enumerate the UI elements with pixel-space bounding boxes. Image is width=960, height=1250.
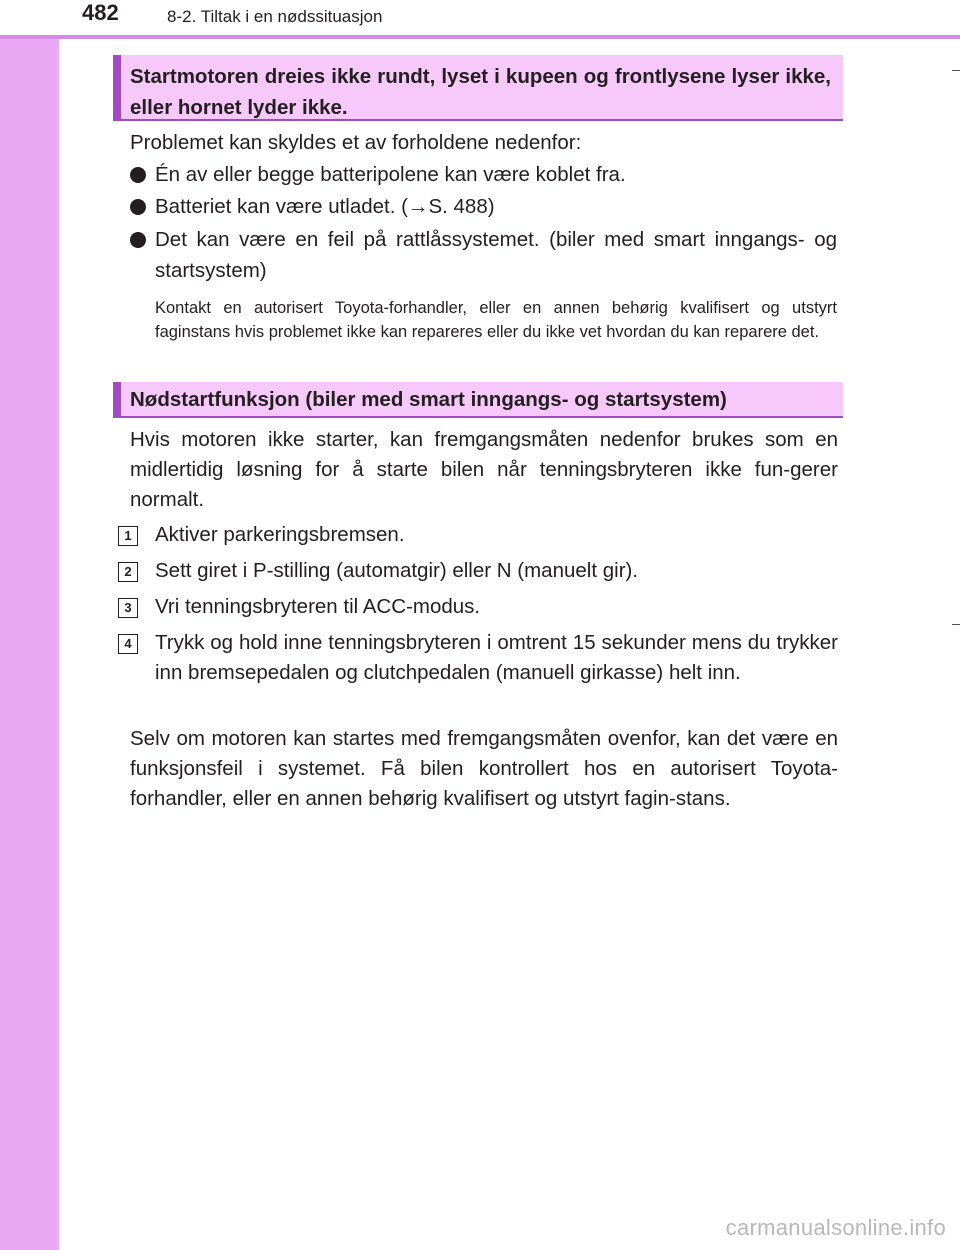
dealer-note: Kontakt en autorisert Toyota-forhandler, eller en annen behørig kvalifisert og utstyrt faginstans hvis problemet ikke kan repareres eller du ikke vet hvordan du kan reparere det. bbox=[155, 299, 837, 341]
step-number: 2 bbox=[118, 562, 138, 582]
problem-intro: Problemet kan skyldes et av forholdene nedenfor: bbox=[130, 131, 582, 154]
bullet-icon bbox=[130, 199, 146, 215]
bullet-icon bbox=[130, 232, 146, 248]
step-number: 3 bbox=[118, 598, 138, 618]
step-text: Vri tenningsbryteren til ACC-modus. bbox=[155, 595, 481, 618]
step-text: Aktiver parkeringsbremsen. bbox=[155, 523, 405, 546]
step-text: Sett giret i P-stilling (automatgir) eller N (manuelt gir). bbox=[155, 559, 639, 582]
bullet-text: Det kan være en feil på rattlåssystemet. (biler med smart inngangs- og startsystem) bbox=[155, 228, 837, 282]
step-text: Trykk og hold inne tenningsbryteren i omtrent 15 sekunder mens du trykker inn bremsepedalen og clutchpedalen (manuell girkasse) helt inn. bbox=[155, 631, 838, 684]
bullet-text: Batteriet kan være utladet. (→S. 488) bbox=[155, 195, 495, 218]
crop-mark bbox=[952, 70, 960, 71]
page-number: 482 bbox=[82, 0, 119, 25]
bullet-text: Én av eller begge batteripolene kan være koblet fra. bbox=[155, 163, 626, 186]
heading-starter: Startmotoren dreies ikke rundt, lyset i kupeen og frontlysene lyser ikke, eller hornet lyder ikke. bbox=[130, 65, 831, 119]
bullet-icon bbox=[130, 167, 146, 183]
step-number: 1 bbox=[118, 526, 138, 546]
header-divider bbox=[0, 35, 960, 39]
heading-emergency-start: Nødstartfunksjon (biler med smart inngangs- og startsystem) bbox=[130, 388, 727, 411]
page-header bbox=[0, 0, 960, 38]
heading-box-starter bbox=[113, 55, 843, 121]
emergency-intro: Hvis motoren ikke starter, kan fremgangsmåten nedenfor brukes som en midlertidig løsning for å starte bilen når tenningsbryteren ikke fun-gerer normalt. bbox=[130, 428, 838, 511]
watermark: carmanualsonline.info bbox=[725, 1215, 946, 1240]
chapter-side-bar bbox=[0, 0, 59, 1250]
step-number: 4 bbox=[118, 634, 138, 654]
closing-paragraph: Selv om motoren kan startes med fremgangsmåten ovenfor, kan det være en funksjonsfeil i systemet. Få bilen kontrollert hos en autorisert Toyota-forhandler, eller en annen behørig kvalifisert og utstyrt fagin-stans. bbox=[130, 727, 838, 810]
section-title: 8-2. Tiltak i en nødssituasjon bbox=[167, 7, 383, 26]
crop-mark bbox=[952, 624, 960, 625]
heading-box-emergency-start bbox=[113, 382, 843, 418]
